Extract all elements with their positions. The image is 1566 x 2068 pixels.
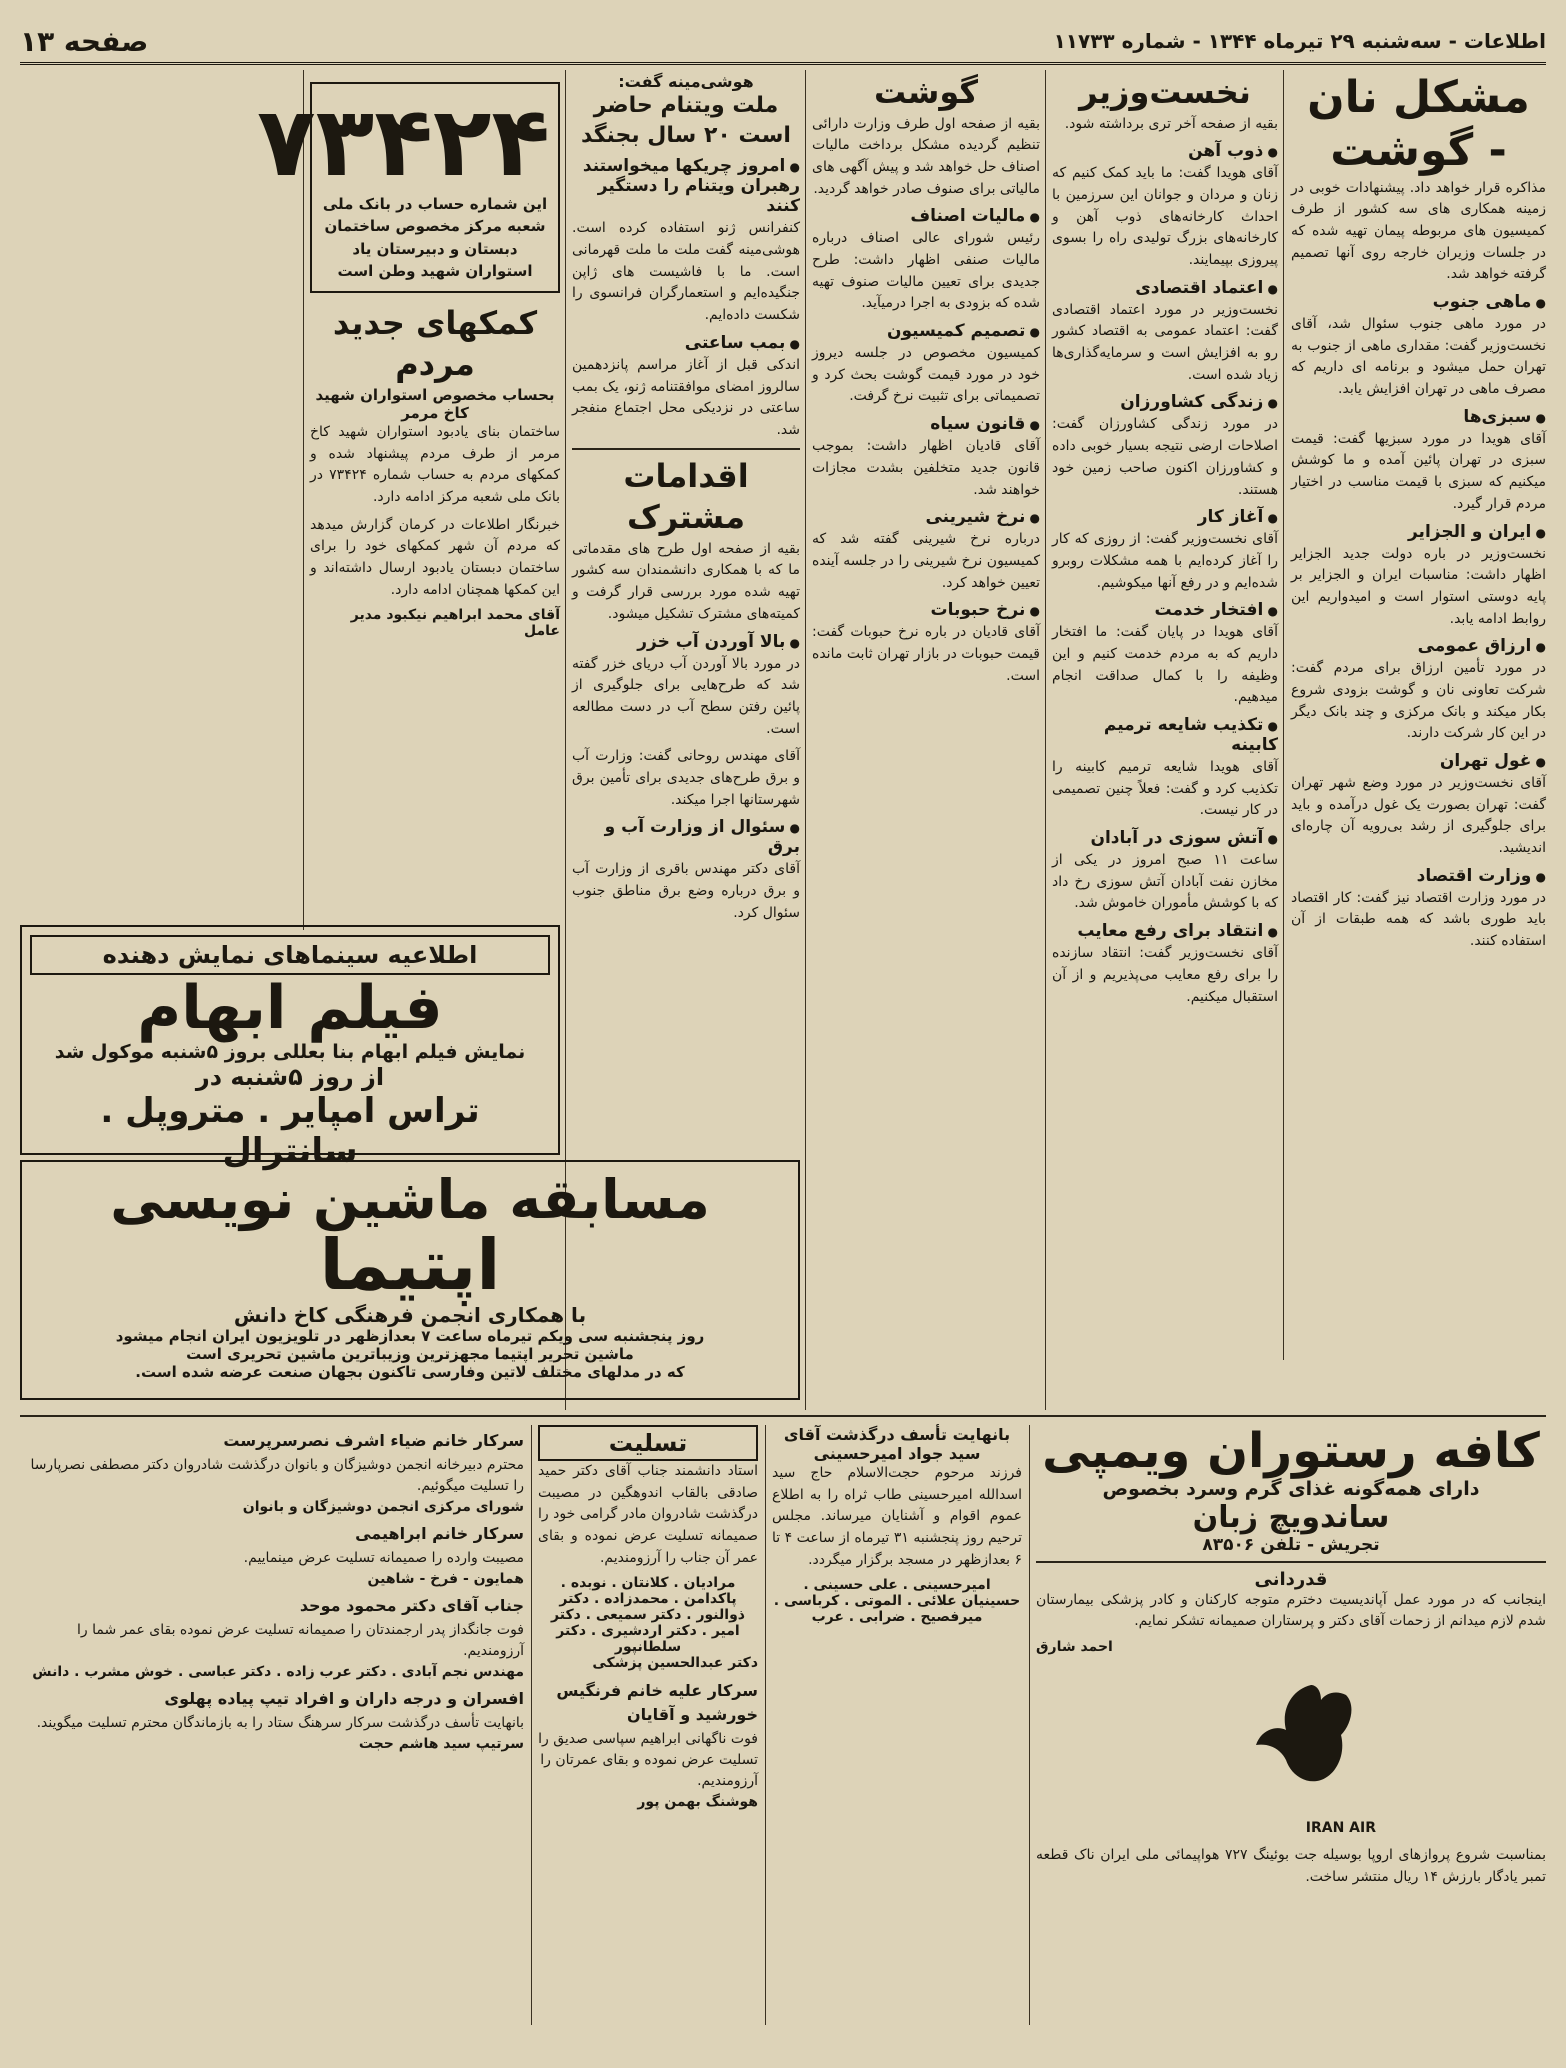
article-body: بقیه از صفحه آخر تری برداشته شود.: [1064, 115, 1278, 132]
section-body: آقای نخست‌وزیر در مورد وضع شهر تهران گفت: تهران بصورت یک غول درآمده و باید برای جلوگیری از رشد بی‌رویه آن چاره‌ای اندیشید.: [1291, 775, 1546, 857]
notice-body: فوت ناگهانی ابراهیم سپاسی صدیق را تسلیت عرض نموده و بقای عمرتان را آرزومندیم.: [538, 1731, 758, 1790]
section-title: ● نرخ شیرینی: [812, 507, 1040, 527]
account-number: ۷۳۴۲۴: [257, 86, 550, 198]
article-headline: ملت ویتنام حاضر است ۲۰ سال بجنگد: [581, 93, 791, 148]
article-body: خبرنگار اطلاعات در کرمان گزارش میدهد که مردم آن شهر کمکهای خود را برای ساختمان دبستان یادبود ارسال داشته‌اند و این کمکها همچنان ادامه دارد.: [310, 516, 560, 598]
condolence-body: استاد دانشمند جناب آقای دکتر حمید صادقی بالقاب اندوهگین در مصیبت درگذشت شادروان مادر گرامی خود را صمیمانه تسلیت عرض نموده و بقای عمر آن جناب را آرزومندیم.: [538, 1463, 758, 1566]
notice-title: جناب آقای دکتر محمود موحد: [299, 1596, 524, 1615]
section-body: آقای دکتر مهندس باقری از وزارت آب و برق درباره وضع برق مناطق جنوب سئوال کرد.: [572, 861, 800, 921]
article-headline: مشکل نان - گوشت: [1307, 72, 1530, 176]
account-box: [257, 82, 560, 293]
thanks-title: قدردانی: [1254, 1568, 1328, 1590]
section-title: ● سبزی‌ها: [1291, 407, 1546, 427]
section-title: ● آتش سوزی در آبادان: [1052, 828, 1278, 848]
section-body: آقای قادیان در باره نرخ حبوبات گفت: قیمت حبوبات در بازار تهران ثابت مانده است.: [812, 624, 1040, 684]
section-divider: [20, 1415, 1546, 1417]
article-headline: اقدامات مشترک: [623, 456, 749, 537]
article-body: بقیه از صفحه اول طرف وزارت دارائی تنظیم گردیده مشکل برداخت مالیات اصناف حل خواهد شد و پیش آگهی های مالیاتی برای صنوف صادر خواهد گردید.: [812, 115, 1040, 197]
section-title: ● ارزاق عمومی: [1291, 636, 1546, 656]
section-body: بقیه از صفحه اول طرح های مقدماتی ما که با همکاری دانشمندان سه کشور تهیه شده مورد بررسی قرار گرفت و کمیته‌های مشترک تشکیل میشود.: [572, 540, 800, 622]
condolence-signature: دکتر عبدالحسین پزشکی: [592, 1655, 758, 1672]
section-body: آقای هویدا شایعه ترمیم کابینه را تکذیب کرد و گفت: فعلاً چنین تصمیمی در کار نیست.: [1052, 759, 1278, 819]
section-body: کنفرانس ژنو استفاده کرده است. هوشی‌مینه گفت ملت ما ملت قهرمانی است. ما با فاشیست های ژاپن جنگیده‌ایم و استعمارگران فرانسوی را شکست داده‌ایم.: [572, 220, 800, 324]
film-title: فیلم ابهام: [137, 973, 443, 1043]
divider: [1036, 1561, 1546, 1563]
newspaper-page: [20, 20, 1546, 2028]
account-text: این شماره حساب در بانک ملی شعبه مرکز مخصوص ساختمان دبستان و دبیرستان یاد استواران شهید وطن است: [322, 194, 548, 281]
mourning-title: بانهایت تأسف درگذشت آقای سید جواد امیرحسینی: [783, 1425, 1011, 1463]
article-headline: نخست‌وزیر: [1079, 73, 1251, 111]
contest-coop: با همکاری انجمن فرهنگی کاخ دانش: [233, 1302, 587, 1327]
condolence-block: [538, 1425, 758, 2025]
notice-title: سرکار خانم ابراهیمی: [355, 1524, 524, 1543]
cafe-item: ساندویچ زبان: [1192, 1499, 1390, 1535]
iranair-label: IRAN AIR: [1305, 1820, 1376, 1837]
divider: [572, 448, 800, 450]
contest-line: ماشین تحریر اپتیما مجهزترین وزیباترین ماشین تحریری است: [186, 1344, 634, 1363]
thanks-signature: احمد شارق: [1036, 1639, 1113, 1656]
contest-title: مسابقه ماشین نویسی: [110, 1168, 710, 1231]
section-title: ● غول تهران: [1291, 751, 1546, 771]
section-body: اندکی قبل از آغاز مراسم پانزدهمین سالروز امضای موافقتنامه ژنو، یک بمب ساعتی در نزدیکی محل اجتماع منفجر شد.: [572, 356, 800, 438]
section-body: نخست‌وزیر در باره دولت جدید الجزایر اظهار داشت: مناسبات ایران و الجزایر بر پایه دوستی استوار است و امیدواریم این روابط ادامه یابد.: [1291, 545, 1546, 627]
memorial-fund: [257, 82, 560, 922]
notice-signature: هوشنگ بهمن پور: [637, 1794, 758, 1811]
notice-title: افسران و درجه داران و افراد تیپ پیاده پهلوی: [164, 1689, 524, 1708]
section-title: ● افتخار خدمت: [1052, 600, 1278, 620]
section-title: ● تصمیم کمیسیون: [812, 321, 1040, 341]
column-rule: [1029, 1425, 1030, 2025]
masthead: [20, 20, 1546, 65]
section-body: ساعت ۱۱ صبح امروز در یکی از مخازن نفت آبادان آتش سوزی رخ داد که با کوشش مأموران خاموش شد.: [1052, 852, 1278, 912]
section-body: آقای قادیان اظهار داشت: بموجب قانون جدید متخلفین بشدت مجازات خواهند شد.: [812, 438, 1040, 498]
issue-info: اطلاعات - سه‌شنبه ۲۹ تیرماه ۱۳۴۴ - شماره ۱۱۷۳۳: [1053, 29, 1546, 53]
iranair-body: بمناسبت شروع پروازهای اروپا بوسیله جت بوئینگ ۷۲۷ هواپیمائی ملی ایران ناک قطعه تمبر یادگار بارزش ۱۴ ریال منتشر ساخت.: [1036, 1847, 1546, 1885]
notice-signature: مهندس نجم آبادی . دکتر عرب زاده . دکتر عباسی . خوش مشرب . دانش: [32, 1664, 524, 1680]
section-body: آقای هویدا گفت: ما باید کمک کنیم که زنان و مردان و جوانان این سرزمین با احداث کارخانه‌های ذوب آهن و کارخانه‌های بزرگ تولیدی راه را بسوی پیروزی بپیمایند.: [1052, 165, 1278, 269]
section-title: ● ایران و الجزایر: [1291, 522, 1546, 542]
section-title: ● بالا آوردن آب خزر: [572, 632, 800, 652]
section-title: ● سئوال از وزارت آب و برق: [572, 817, 800, 857]
section-body: در مورد بالا آوردن آب دریای خزر گفته شد که طرح‌هایی برای جلوگیری از پائین رفتن سطح آب در دست مطالعه است.: [572, 655, 800, 737]
contest-brand: اپتیما: [319, 1224, 501, 1307]
section-title: ● آغاز کار: [1052, 507, 1278, 527]
article-headline: گوشت: [873, 73, 978, 111]
thanks-body: اینجانب که در مورد عمل آپاندیسیت دخترم متوجه کارکنان و کادر پزشکی بیمارستان شدم لازم میدانم از زحمات آقای دکتر و پرستاران صمیمانه تشکر نمایم.: [1036, 1591, 1546, 1630]
section-body: درباره نرخ شیرینی گفته شد که کمیسیون نرخ شیرینی را در جلسه آینده تعیین خواهد کرد.: [812, 531, 1040, 591]
cafe-title: کافه رستوران ویمپی: [1042, 1423, 1540, 1479]
notice-title: سرکار علیه خانم فرنگیس خورشید و آقایان: [556, 1681, 758, 1725]
notice-body: محترم دبیرخانه انجمن دوشیزگان و بانوان درگذشت شادروان دکتر مصطفی نصرپارسا را تسلیت میگوئیم.: [30, 1457, 524, 1494]
section-title: ● نرخ حبوبات: [812, 600, 1040, 620]
section-body: آقای هویدا در پایان گفت: ما افتخار داریم که به مردم خدمت کنیم و این وظیفه را با کمال صداقت انجام میدهیم.: [1052, 624, 1278, 706]
cafe-address: تجریش - تلفن ۸۳۵۰۶: [1202, 1534, 1380, 1555]
section-title: ● مالیات اصناف: [812, 206, 1040, 226]
page-number: صفحه ۱۳: [20, 24, 149, 58]
notice-body: فوت جانگداز پدر ارجمندتان را صمیمانه تسلیت عرض نموده بقای عمر شما را آرزومندیم.: [77, 1622, 524, 1659]
section-body: آقای نخست‌وزیر گفت: از روزی که کار را آغاز کرده‌ایم با همه مشکلات روبرو شده‌ایم و در رفع آنها میکوشیم.: [1052, 531, 1278, 591]
condolence-names: مرادیان . کلانتان . نوبده . پاکدامن . محمدزاده . دکتر ذوالنور . دکتر سمیعی . دکتر امیر . دکتر اردشیری . دکتر سلطانپور: [551, 1575, 745, 1656]
condolence-title: تسلیت: [538, 1425, 758, 1461]
article-body: ساختمان بنای یادبود استواران شهید کاخ مرمر از طرف مردم پیشنهاد شده و کمکهای مردم به حساب شماره ۷۳۴۲۴ در بانک ملی شعبه مرکز ادامه دارد.: [310, 423, 560, 506]
article-body: مذاکره قرار خواهد داد. پیشنهادات خوبی در زمینه همکاری های سه کشور از طرف کمیسیون های مربوطه پیمان تهیه شده که در جلسات وزیران خارجه روی آنها تصمیم گرفته خواهد شد.: [1291, 179, 1546, 283]
section-title: ● وزارت اقتصاد: [1291, 866, 1546, 886]
article-bread-meat: [1291, 72, 1546, 1412]
section-title: ● ماهی جنوب: [1291, 292, 1546, 312]
section-title: ● امروز چریکها میخواستند رهبران ویتنام را دستگیر کنند: [572, 156, 800, 216]
notice-body: مصیبت وارده را صمیمانه تسلیت عرض مینماییم.: [243, 1550, 524, 1566]
mourning-body: فرزند مرحوم حجت‌الاسلام حاج سید اسدالله امیرحسینی طاب ثراه را به اطلاع عموم اقوام و آشنایان میرساند. مجلس ترحیم روز پنجشنبه ۳۱ تیرماه از ساعت ۴ تا ۶ بعدازظهر در مسجد برگزار میگردد.: [772, 1465, 1022, 1568]
column-rule: [765, 1425, 766, 2025]
section-body: در مورد وزارت اقتصاد نیز گفت: کار اقتصاد باید طوری باشد که همه طبقات از آن استفاده کنند.: [1291, 889, 1546, 950]
contest-line: که در مدلهای مختلف لاتین وفارسی تاکنون بجهان صنعت عرضه شده است.: [135, 1362, 685, 1381]
mourning-block: [772, 1425, 1022, 2025]
film-date: از روز ۵شنبه در: [195, 1063, 385, 1091]
kicker: هوشی‌مینه گفت:: [618, 72, 754, 91]
notice-signature: همایون - فرخ - شاهین: [367, 1571, 524, 1587]
signature: آقای محمد ابراهیم نیکبود مدیر عامل: [350, 607, 560, 640]
section-body: در مورد تأمین ارزاق برای مردم گفت: شرکت تعاونی نان و گوشت بزودی شروع بکار میکند و بانک مرکزی و چند بانک دیگر در این کار شرکت دارند.: [1291, 660, 1546, 742]
article-prime-minister: [1052, 72, 1278, 1412]
film-note: نمایش فیلم ابهام بنا بعللی بروز ۵شنبه موکول شد: [54, 1041, 526, 1063]
notice-signature: شورای مرکزی انجمن دوشیزگان و بانوان: [242, 1499, 524, 1515]
cinema-notice: اطلاعیه سینماهای نمایش دهنده: [30, 935, 550, 975]
section-body: در مورد زندگی کشاورزان گفت: اصلاحات ارضی نتیجه بسیار خوبی داده و کشاورزان اکنون صاحب زمین خود هستند.: [1052, 416, 1278, 498]
cafe-subtitle: دارای همه‌گونه غذای گرم وسرد بخصوص: [1102, 1477, 1480, 1500]
section-title: ● اعتماد اقتصادی: [1052, 278, 1278, 298]
section-body: کمیسیون مخصوص در جلسه دیروز خود در مورد قیمت گوشت بحث کرد و تصمیماتی برای تثبیت نرخ گرفت.: [812, 345, 1040, 405]
column-rule: [303, 70, 304, 930]
column-rule: [531, 1425, 532, 2025]
section-title: ● قانون سیاه: [812, 414, 1040, 434]
column-rule: [1283, 70, 1284, 1360]
column-rule: [805, 70, 806, 1410]
contest-line: روز پنجشنبه سی ویکم تیرماه ساعت ۷ بعدازظهر در تلویزیون ایران انجام میشود: [115, 1326, 705, 1345]
typewriter-contest-ad: [20, 1160, 800, 1400]
notice-signature: سرتیپ سید هاشم حجت: [358, 1736, 524, 1752]
notice-title: سرکار خانم ضیاء اشرف نصرسرپرست: [223, 1431, 524, 1450]
cafe-ad-block: [1036, 1425, 1546, 2025]
section-body: آقای نخست‌وزیر گفت: انتقاد سازنده را برای رفع معایب می‌پذیریم و از آن استقبال میکنیم.: [1052, 945, 1278, 1005]
section-title: ● تکذیب شایعه ترمیم کابینه: [1052, 715, 1278, 755]
section-title: ● زندگی کشاورزان: [1052, 392, 1278, 412]
cinema-ad: [20, 925, 560, 1171]
section-title: ● انتقاد برای رفع معایب: [1052, 921, 1278, 941]
theater-list: تراس امپایر . متروپل . سانترال: [100, 1091, 480, 1171]
section-body: در مورد ماهی جنوب سئوال شد، آقای نخست‌وزیر گفت: مقداری ماهی از جنوب به تهران حمل میشود و برنامه ای داریم که مصرف ماهی در تهران افزایش یابد.: [1291, 316, 1546, 398]
article-headline: کمکهای جدید مردم: [332, 303, 538, 384]
section-body: رئیس شورای عالی اصناف درباره مالیات صنفی اظهار داشت: طرح جدیدی برای تعیین مالیات صنوف تهیه شده که بزودی به اجرا درمیآید.: [812, 230, 1040, 312]
section-body: آقای هویدا در مورد سبزیها گفت: قیمت سبزی در تهران پائین آمده و ما کوشش میکنیم که سبزی با قیمت مناسب در اختیار مردم قرار گیرد.: [1291, 430, 1546, 512]
section-body: نخست‌وزیر در مورد اعتماد اقتصادی گفت: اعتماد عمومی به اقتصاد کشور رو به افزایش است و سرمایه‌گذاری‌ها زیاد شده است.: [1052, 301, 1278, 383]
section-body: آقای مهندس روحانی گفت: وزارت آب و برق طرح‌های جدیدی برای تأمین برق شهرستانها اجرا میکند.: [572, 748, 800, 808]
column-rule: [1045, 70, 1046, 1410]
section-title: ● بمب ساعتی: [572, 333, 800, 353]
article-meat: [812, 72, 1040, 1412]
notice-body: بانهایت تأسف درگذشت سرکار سرهنگ ستاد را به بازماندگان محترم تسلیت میگویند.: [36, 1715, 524, 1731]
mourning-names: امیرحسینی . علی حسینی . حسینیان علائی . الموتی . کرباسی . میرفصیح . ضرابی . عرب: [773, 1577, 1021, 1626]
notices-block: [20, 1425, 524, 2025]
iranair-ad: [1036, 1655, 1546, 1885]
article-subhead: بحساب مخصوص استواران شهید کاخ مرمر: [315, 385, 555, 422]
iranair-logo: [1236, 1665, 1386, 1815]
section-title: ● ذوب آهن: [1052, 141, 1278, 161]
